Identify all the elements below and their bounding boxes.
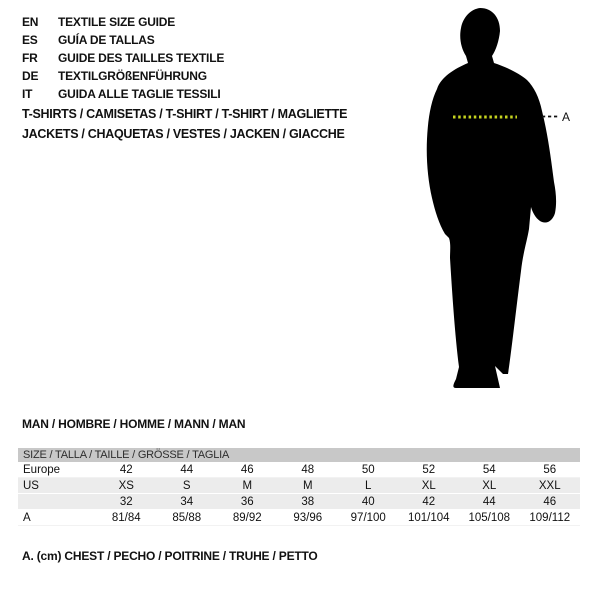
table-cell: 46: [240, 463, 254, 476]
table-cell: XXL: [538, 479, 561, 492]
table-cell: 42: [119, 463, 133, 476]
language-title: TEXTILE SIZE GUIDE: [58, 15, 176, 29]
language-code: ES: [22, 33, 38, 47]
row-label: A: [23, 511, 31, 524]
table-cell: 54: [482, 463, 496, 476]
man-silhouette-shape: [427, 8, 556, 388]
language-code: DE: [22, 69, 39, 83]
language-list: [22, 13, 224, 103]
language-row: [22, 49, 224, 67]
table-row-alt-sizes: [18, 494, 580, 510]
language-row: [22, 85, 224, 103]
language-row: [22, 31, 224, 49]
table-cell: 50: [361, 463, 375, 476]
table-row-us: [18, 478, 580, 494]
table-cell: 34: [180, 495, 194, 508]
man-silhouette-figure: [420, 0, 600, 400]
table-row-chest-cm: [18, 510, 580, 526]
table-cell: 38: [301, 495, 315, 508]
table-cell: 105/108: [468, 511, 511, 524]
table-cell: 44: [482, 495, 496, 508]
table-cell: 40: [361, 495, 375, 508]
section-title-man: MAN / HOMBRE / HOMME / MANN / MAN: [22, 417, 246, 431]
table-cell: 109/112: [529, 511, 571, 524]
table-cell: 36: [240, 495, 254, 508]
language-code: EN: [22, 15, 39, 29]
row-label: Europe: [23, 463, 61, 476]
table-cell: 89/92: [232, 511, 262, 524]
table-cell: 46: [543, 495, 557, 508]
table-cell: 42: [422, 495, 436, 508]
measure-label-a: A: [562, 110, 571, 124]
table-cell: 81/84: [111, 511, 141, 524]
size-table: [18, 448, 580, 526]
row-label: US: [23, 479, 39, 492]
table-cell: 85/88: [172, 511, 202, 524]
category-list: [22, 104, 347, 144]
table-cell: 52: [422, 463, 436, 476]
measurement-footnote: A. (cm) CHEST / PECHO / POITRINE / TRUHE / PETTO: [22, 549, 318, 563]
table-cell: XL: [421, 479, 436, 492]
category-line-tshirts: T-SHIRTS / CAMISETAS / T-SHIRT / T-SHIRT / MAGLIETTE: [22, 107, 348, 121]
language-code: IT: [22, 87, 33, 101]
size-table-header: SIZE / TALLA / TAILLE / GRÖSSE / TAGLIA: [18, 448, 580, 462]
table-cell: M: [242, 479, 253, 492]
language-row: [22, 13, 224, 31]
language-title: GUÍA DE TALLAS: [58, 33, 155, 47]
table-cell: 97/100: [350, 511, 386, 524]
language-title: GUIDA ALLE TAGLIE TESSILI: [58, 87, 221, 101]
table-cell: 48: [301, 463, 315, 476]
language-row: [22, 67, 224, 85]
table-row-europe: [18, 462, 580, 478]
table-cell: S: [182, 479, 191, 492]
table-cell: XL: [482, 479, 497, 492]
category-line-jackets: JACKETS / CHAQUETAS / VESTES / JACKEN / GIACCHE: [22, 127, 345, 141]
table-cell: L: [365, 479, 372, 492]
table-cell: 93/96: [293, 511, 323, 524]
language-code: FR: [22, 51, 38, 65]
table-cell: 56: [543, 463, 557, 476]
table-cell: XS: [118, 479, 134, 492]
table-cell: M: [302, 479, 313, 492]
table-cell: 101/104: [407, 511, 450, 524]
table-cell: 44: [180, 463, 194, 476]
language-title: GUIDE DES TAILLES TEXTILE: [58, 51, 225, 65]
language-title: TEXTILGRÖßENFÜHRUNG: [58, 69, 207, 83]
table-cell: 32: [119, 495, 133, 508]
